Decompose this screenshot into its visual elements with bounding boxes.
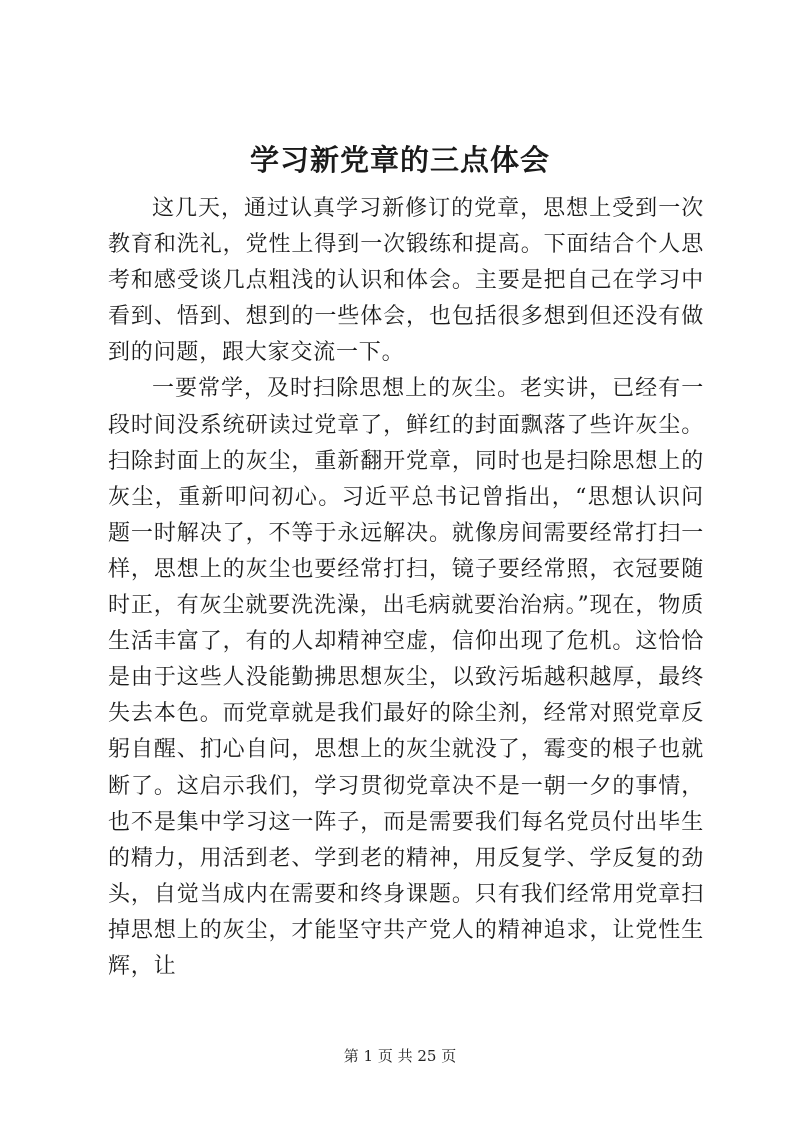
document-body [108, 191, 704, 985]
paragraph: 一要常学，及时扫除思想上的灰尘。老实讲，已经有一段时间没系统研读过党章了，鲜红的封面飘落了些许灰尘。扫除封面上的灰尘，重新翻开党章，同时也是扫除思想上的灰尘，重新叩问初心。习近平总书记曾指出，“思想认识问题一时解决了，不等于永远解决。就像房间需要经常打扫一样，思想上的灰尘也要经常打扫，镜子要经常照，衣冠要随时正，有灰尘就要洗洗澡，出毛病就要治治病。”现在，物质生活丰富了，有的人却精神空虚，信仰出现了危机。这恰恰是由于这些人没能勤拂思想灰尘，以致污垢越积越厚，最终失去本色。而党章就是我们最好的除尘剂，经常对照党章反躬自醒、扪心自问，思想上的灰尘就没了，霉变的根子也就断了。这启示我们，学习贯彻党章决不是一朝一夕的事情，也不是集中学习这一阵子，而是需要我们每名党员付出毕生的精力，用活到老、学到老的精神，用反复学、学反复的劲头，自觉当成内在需要和终身课题。只有我们经常用党章扫掉思想上的灰尘，才能坚守共产党人的精神追求，让党性生辉，让 [108, 376, 704, 979]
page-number-footer: 第 1 页 共 25 页 [343, 1047, 457, 1065]
paragraph: 这几天，通过认真学习新修订的党章，思想上受到一次教育和洗礼，党性上得到一次锻练和提高。下面结合个人思考和感受谈几点粗浅的认识和体会。主要是把自己在学习中看到、悟到、想到的一些体会，也包括很多想到但还没有做到的问题，跟大家交流一下。 [108, 196, 704, 366]
page-title: 学习新党章的三点体会 [249, 143, 550, 177]
